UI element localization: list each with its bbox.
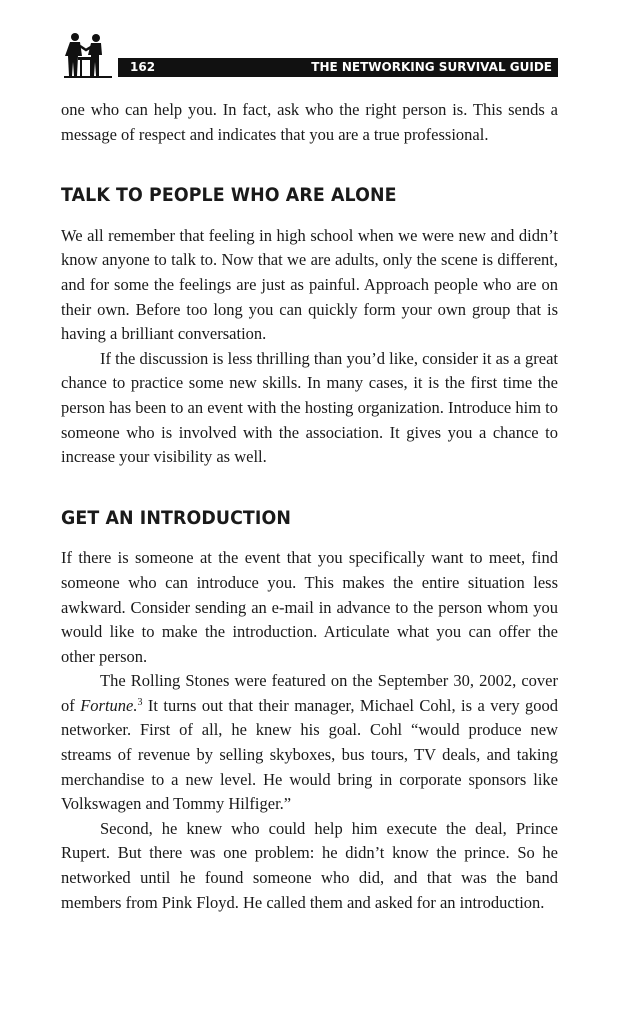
- paragraph: If the discussion is less thrilling than you’d like, consider it as a great chance to practice some new skills. In many cases, it is the first time the person has been to an event with the hosting organization. Introduce him to someone who is involved with the association. It gives you a chance to increase your visibility as well.: [61, 348, 558, 467]
- paragraph: If there is someone at the event that you specifically want to meet, find someone who can introduce you. This makes the entire situation less awkward. Consider sending an e-mail in advance to the person whom you would like to make the introduction. Articulate what you can offer the other person.: [61, 548, 558, 666]
- running-title: THE NETWORKING SURVIVAL GUIDE: [311, 60, 552, 74]
- footnote-marker: 3: [137, 696, 143, 708]
- running-header-bar: [118, 58, 558, 77]
- text-run: The Rolling Stones were featured on the September 30, 2002, cover of: [61, 671, 558, 715]
- magazine-title: Fortune.: [80, 695, 138, 715]
- section-heading-talk-to-people: TALK TO PEOPLE WHO ARE ALONE: [61, 185, 397, 207]
- text-run: It turns out that their manager, Michael Cohl, is a very good networker. First of all, he knew his goal. Cohl “would produce new streams of revenue by selling skyboxes, bus tours, TV deals, and taking merchandise to a new level. He would bring in corporate sponsors like Volkswagen and Tommy Hilfiger.”: [61, 695, 559, 814]
- paragraph: We all remember that feeling in high school when we were new and didn’t know anyone to talk to. Now that we are adults, only the scene is different, and for some the feelings are just as painful. Approach people who are on their own. Before too long you can quickly form your own group that is having a brilliant conversation.: [61, 225, 558, 344]
- two-people-handshake-icon: [60, 30, 116, 78]
- page-header: [60, 30, 558, 78]
- paragraph: Second, he knew who could help him execute the deal, Prince Rupert. But there was one problem: he didn’t know the prince. So he networked until he found someone who did, and that was the band members from Pink Floyd. He called them and asked for an introduction.: [61, 818, 558, 912]
- page-body: [61, 98, 558, 915]
- section-heading-get-an-introduction: GET AN INTRODUCTION: [61, 507, 291, 529]
- paragraph-rolling-stones: [61, 669, 558, 817]
- page-number: 162: [130, 60, 156, 74]
- continuation-paragraph: one who can help you. In fact, ask who the right person is. This sends a message of respect and indicates that you are a true professional.: [61, 100, 558, 144]
